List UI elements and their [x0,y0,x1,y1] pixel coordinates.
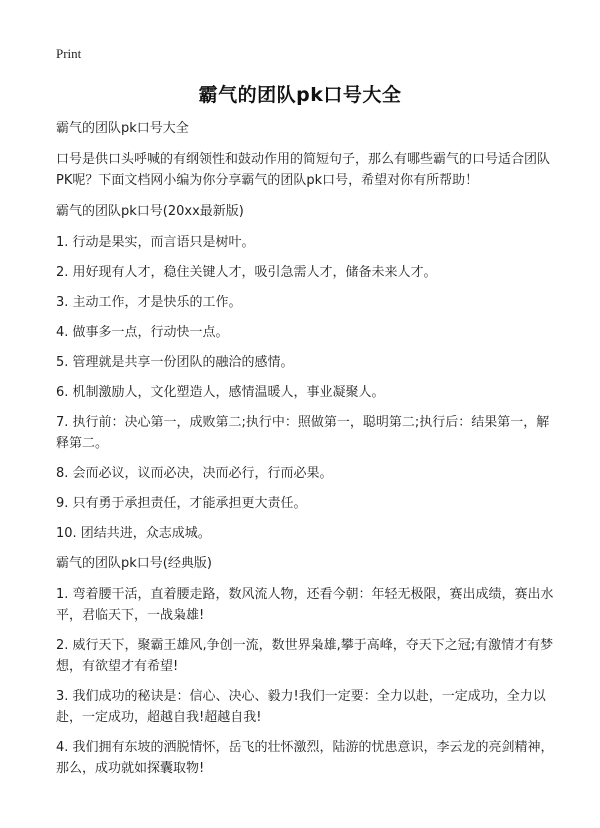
slogan-item: 2. 用好现有人才，稳住关键人才，吸引急需人才，储备未来人才。 [56,265,437,280]
document-body [56,118,556,788]
slogan-item: 8. 会而必议，议而必决，决而必行，行而必果。 [56,466,333,481]
slogan-item: 2. 威行天下，聚霸王雄风,争创一流，数世界枭雄,攀于高峰，夺天下之冠;有激情才有梦想，有欲望才有希望! [56,638,554,674]
slogan-item: 5. 管理就是共享一份团队的融洽的感情。 [56,355,294,370]
slogan-item: 1. 弯着腰干活，直着腰走路，数风流人物，还看今朝：年轻无极限，赛出成绩，赛出水平，君临天下，一战枭雄! [56,587,554,623]
slogan-item: 1. 行动是果实，而言语只是树叶。 [56,235,255,250]
slogan-item: 9. 只有勇于承担责任，才能承担更大责任。 [56,496,307,511]
slogan-item: 4. 我们拥有东坡的洒脱情怀，岳飞的壮怀激烈，陆游的忧患意识，李云龙的亮剑精神，那么，成功就如探囊取物! [56,740,554,776]
slogan-item: 4. 做事多一点，行动快一点。 [56,325,229,340]
print-link[interactable]: Print [56,46,82,61]
section-heading-classic: 霸气的团队pk口号(经典版) [56,556,212,571]
document-title: 霸气的团队pk口号大全 [198,84,402,106]
section-heading-latest: 霸气的团队pk口号(20xx最新版) [56,204,244,219]
document-subtitle: 霸气的团队pk口号大全 [56,121,189,136]
slogan-item: 3. 我们成功的秘诀是：信心、决心、毅力!我们一定要：全力以赴，一定成功，全力以赴，一定成功，超越自我!超越自我! [56,689,546,725]
intro-paragraph: 口号是供口头呼喊的有纲领性和鼓动作用的简短句子，那么有哪些霸气的口号适合团队PK呢？下面文档网小编为你分享霸气的团队pk口号，希望对你有所帮助！ [56,152,551,188]
slogan-item: 6. 机制激励人，文化塑造人，感情温暖人，事业凝聚人。 [56,385,385,400]
slogan-item: 7. 执行前：决心第一，成败第二;执行中：照做第一，聪明第二;执行后：结果第一，解释第二。 [56,415,550,451]
slogan-item: 3. 主动工作，才是快乐的工作。 [56,295,242,310]
slogan-item: 10. 团结共进，众志成城。 [56,526,211,541]
